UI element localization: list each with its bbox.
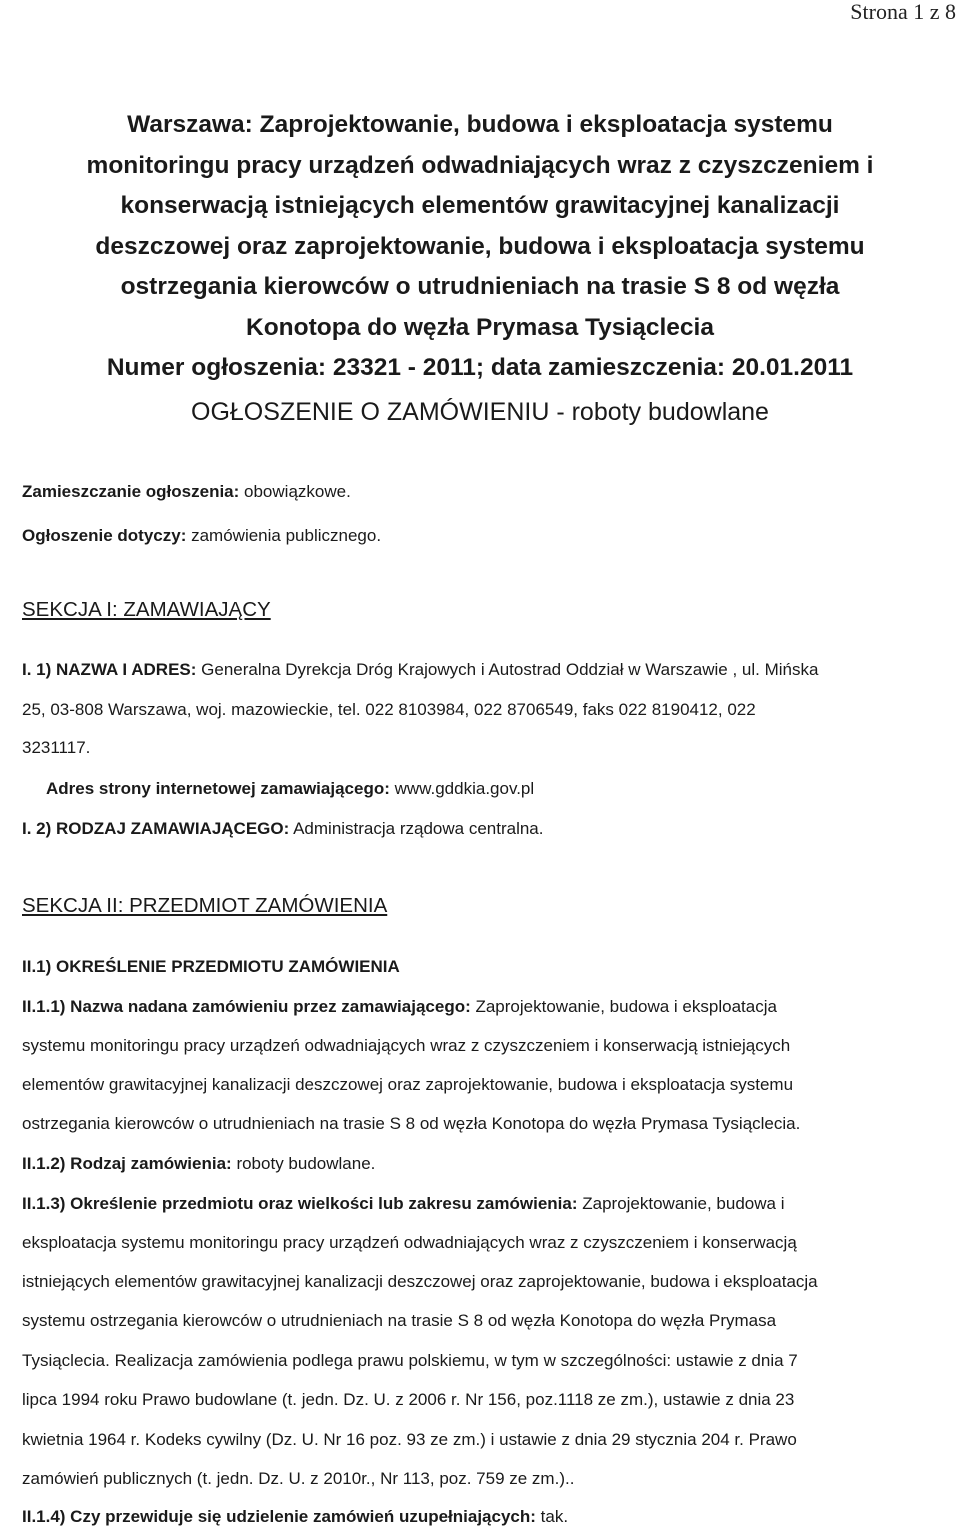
contracting-type-value: Administracja rządowa centralna. xyxy=(289,819,544,838)
title-line: ostrzegania kierowców o utrudnieniach na trasie S 8 od węzła xyxy=(120,273,840,300)
order-type-value: roboty budowlane. xyxy=(231,1154,376,1173)
scope-line: lipca 1994 roku Prawo budowlane (t. jedn. Dz. U. z 2006 r. Nr 156, poz.1118 ze zm.), ustawie z dnia 23 xyxy=(22,1390,795,1409)
order-type-line xyxy=(22,1153,375,1175)
order-name-line: ostrzegania kierowców o utrudnieniach na trasie S 8 od węzła Konotopa do węzła Prymasa Tysiąclecia. xyxy=(22,1114,801,1133)
website-line xyxy=(46,778,534,800)
section-1-heading: SEKCJA I: ZAMAWIAJĄCY xyxy=(22,598,271,621)
name-address-value: Generalna Dyrekcja Dróg Krajowych i Autostrad Oddział w Warszawie , ul. Mińska xyxy=(196,660,819,679)
scope-line: kwietnia 1964 r. Kodeks cywilny (Dz. U. Nr 16 poz. 93 ze zm.) i ustawie z dnia 29 stycznia 204 r. Prawo xyxy=(22,1430,797,1449)
order-name-line xyxy=(22,996,777,1018)
concerns-label: Ogłoszenie dotyczy: xyxy=(22,526,187,545)
scope-line: systemu ostrzegania kierowców o utrudnieniach na trasie S 8 od węzła Konotopa do węzła Prymasa xyxy=(22,1311,777,1330)
concerns-value: zamówienia publicznego. xyxy=(186,526,382,545)
order-name-value: Zaprojektowanie, budowa i eksploatacja xyxy=(470,997,777,1016)
title-line: Warszawa: Zaprojektowanie, budowa i eksploatacja systemu xyxy=(127,111,833,138)
notice-type: OGŁOSZENIE O ZAMÓWIENIU - roboty budowlane xyxy=(191,398,769,426)
subject-definition-heading: II.1) OKREŚLENIE PRZEDMIOTU ZAMÓWIENIA xyxy=(22,957,400,976)
order-type-label: II.1.2) Rodzaj zamówienia: xyxy=(22,1154,232,1173)
name-address-label: I. 1) NAZWA I ADRES: xyxy=(22,660,197,679)
address-line: 25, 03-808 Warszawa, woj. mazowieckie, tel. 022 8103984, 022 8706549, faks 022 8190412, 022 xyxy=(22,700,756,719)
notice-number-line: Numer ogłoszenia: 23321 - 2011; data zamieszczenia: 20.01.2011 xyxy=(106,354,854,381)
scope-line: zamówień publicznych (t. jedn. Dz. U. z 2010r., Nr 113, poz. 759 ze zm.).. xyxy=(22,1469,575,1488)
contracting-type-line xyxy=(22,818,543,840)
scope-line xyxy=(22,1193,784,1215)
title-line: konserwacją istniejących elementów grawitacyjnej kanalizacji xyxy=(120,192,840,219)
website-value[interactable]: www.gddkia.gov.pl xyxy=(389,779,535,798)
placement-value: obowiązkowe. xyxy=(239,482,351,501)
website-label: Adres strony internetowej zamawiającego: xyxy=(46,779,390,798)
title-line: Konotopa do węzła Prymasa Tysiąclecia xyxy=(246,313,714,341)
order-name-label: II.1.1) Nazwa nadana zamówieniu przez zamawiającego: xyxy=(22,997,471,1016)
scope-line: istniejących elementów grawitacyjnej kanalizacji deszczowej oraz zaprojektowanie, budowa i eksploatacja xyxy=(22,1272,818,1291)
title-line: deszczowej oraz zaprojektowanie, budowa i eksploatacja systemu xyxy=(95,232,865,260)
scope-label: II.1.3) Określenie przedmiotu oraz wielkości lub zakresu zamówienia: xyxy=(22,1194,578,1213)
scope-value: Zaprojektowanie, budowa i xyxy=(577,1194,785,1213)
name-address-line xyxy=(22,659,818,681)
concerns-line xyxy=(22,525,381,547)
title-line: monitoringu pracy urządzeń odwadniających wraz z czyszczeniem i xyxy=(86,151,874,179)
page-number: Strona 1 z 8 xyxy=(850,0,956,24)
placement-line xyxy=(22,481,351,503)
order-name-line: elementów grawitacyjnej kanalizacji deszczowej oraz zaprojektowanie, budowa i eksploatacja systemu xyxy=(22,1075,794,1094)
section-2-heading: SEKCJA II: PRZEDMIOT ZAMÓWIENIA xyxy=(22,894,388,917)
notice-title xyxy=(20,105,940,389)
supplementary-orders-label: II.1.4) Czy przewiduje się udzielenie zamówień uzupełniających: xyxy=(22,1507,536,1526)
scope-line: eksploatacja systemu monitoringu pracy urządzeń odwadniających wraz z czyszczeniem i konserwacją xyxy=(22,1233,797,1252)
order-name-line: systemu monitoringu pracy urządzeń odwadniających wraz z czyszczeniem i konserwacją istniejących xyxy=(22,1036,791,1055)
scope-line: Tysiąclecia. Realizacja zamówienia podlega prawu polskiemu, w tym w szczególności: ustawie z dnia 7 xyxy=(22,1351,798,1370)
contracting-type-label: I. 2) RODZAJ ZAMAWIAJĄCEGO: xyxy=(22,819,290,838)
address-line: 3231117. xyxy=(22,738,91,757)
placement-label: Zamieszczanie ogłoszenia: xyxy=(22,482,240,501)
supplementary-orders-line xyxy=(22,1506,568,1528)
supplementary-orders-value: tak. xyxy=(535,1507,569,1526)
